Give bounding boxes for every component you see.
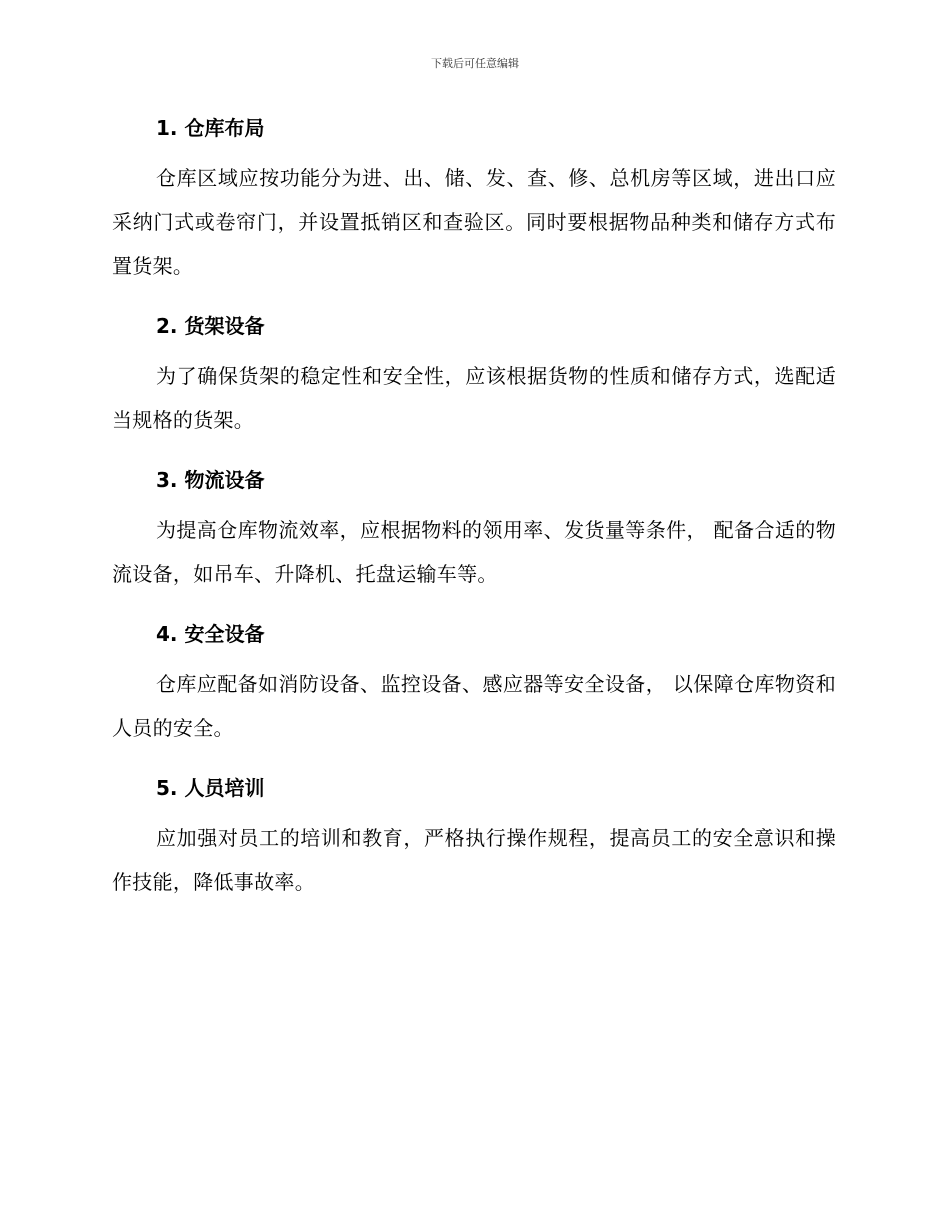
section-paragraph: 为了确保货架的稳定性和安全性，应该根据货物的性质和储存方式，选配适当规格的货架。 [112, 364, 836, 432]
section-staff-training [112, 768, 836, 904]
section-paragraph: 仓库应配备如消防设备、监控设备、感应器等安全设备， 以保障仓库物资和人员的安全。 [112, 672, 836, 740]
section-heading: 4. 安全设备 [156, 622, 265, 646]
section-paragraph: 应加强对员工的培训和教育，严格执行操作规程，提高员工的安全意识和操作技能，降低事故率。 [112, 826, 836, 894]
section-paragraph: 仓库区域应按功能分为进、出、储、发、查、修、总机房等区域，进出口应采纳门式或卷帘门，并设置抵销区和查验区。同时要根据物品种类和储存方式布置货架。 [112, 166, 836, 278]
section-heading: 2. 货架设备 [156, 314, 265, 338]
section-paragraph: 为提高仓库物流效率，应根据物料的领用率、发货量等条件， 配备合适的物流设备，如吊车、升降机、托盘运输车等。 [112, 518, 836, 586]
section-safety-equipment [112, 614, 836, 750]
section-heading: 1. 仓库布局 [156, 116, 265, 140]
section-logistics-equipment [112, 460, 836, 596]
section-warehouse-layout [112, 108, 836, 288]
section-heading: 5. 人员培训 [156, 776, 265, 800]
section-shelving-equipment [112, 306, 836, 442]
document-body [112, 108, 836, 922]
section-heading: 3. 物流设备 [156, 468, 265, 492]
header-note: 下载后可任意编辑 [431, 57, 519, 70]
